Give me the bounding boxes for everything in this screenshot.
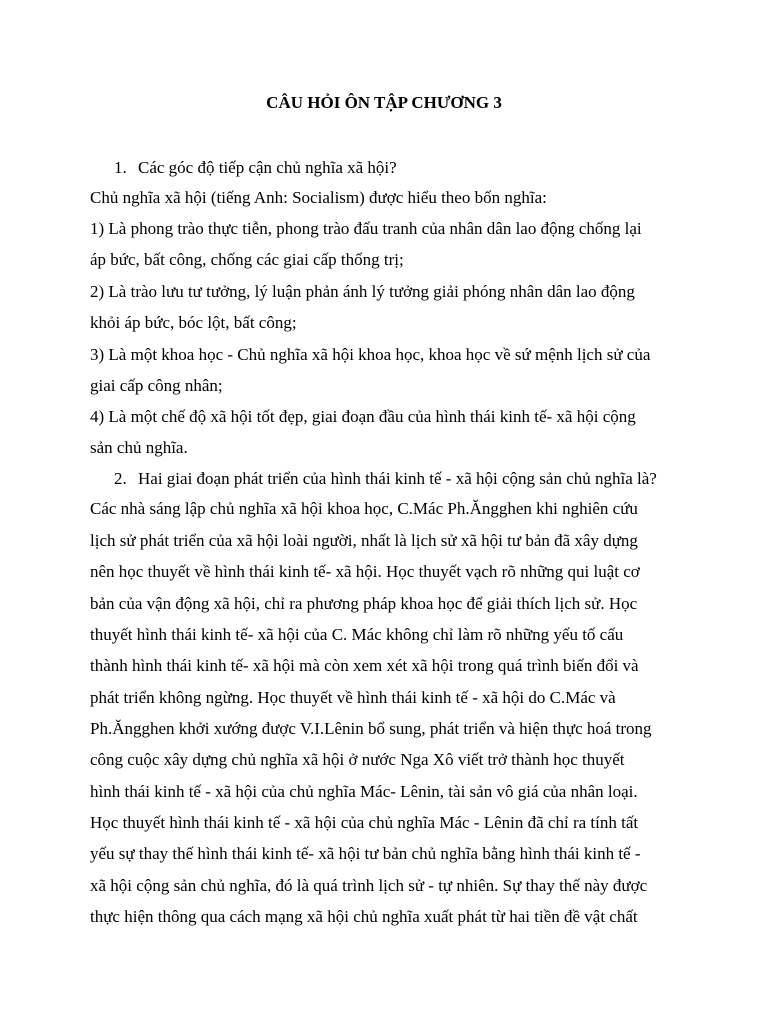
paragraph-line: bản của vận động xã hội, chỉ ra phương pháp khoa học để giải thích lịch sử. Học <box>90 594 638 613</box>
question-number: 1. <box>114 158 127 177</box>
paragraph-line: 2) Là trào lưu tư tưởng, lý luận phản ánh lý tưởng giải phóng nhân dân lao động <box>90 282 635 301</box>
paragraph-line: thuyết hình thái kinh tế- xã hội của C. Mác không chỉ làm rõ những yếu tố cấu <box>90 625 624 644</box>
paragraph-line: thực hiện thông qua cách mạng xã hội chủ nghĩa xuất phát từ hai tiền đề vật chất <box>90 907 638 926</box>
paragraph-line: phát triển không ngừng. Học thuyết về hình thái kinh tế - xã hội do C.Mác và <box>90 688 616 707</box>
paragraph-line: 3) Là một khoa học - Chủ nghĩa xã hội khoa học, khoa học về sứ mệnh lịch sử của <box>90 345 651 364</box>
paragraph-line: khỏi áp bức, bóc lột, bất công; <box>90 313 297 332</box>
paragraph-line: 1) Là phong trào thực tiễn, phong trào đấu tranh của nhân dân lao động chống lại <box>90 219 642 238</box>
document-title: CÂU HỎI ÔN TẬP CHƯƠNG 3 <box>266 93 502 112</box>
paragraph-line: thành hình thái kinh tế- xã hội mà còn xem xét xã hội trong quá trình biến đổi và <box>90 656 639 675</box>
paragraph-line: 4) Là một chế độ xã hội tốt đẹp, giai đoạn đầu của hình thái kinh tế- xã hội cộng <box>90 407 636 426</box>
paragraph-line: hình thái kinh tế - xã hội của chủ nghĩa Mác- Lênin, tài sản vô giá của nhân loại. <box>90 782 638 801</box>
paragraph-line: áp bức, bất công, chống các giai cấp thống trị; <box>90 250 404 269</box>
paragraph-line: Học thuyết hình thái kinh tế - xã hội của chủ nghĩa Mác - Lênin đã chỉ ra tính tất <box>90 813 639 832</box>
paragraph-line: sản chủ nghĩa. <box>90 438 188 457</box>
question-number: 2. <box>114 469 127 488</box>
paragraph-line: giai cấp công nhân; <box>90 376 223 395</box>
paragraph-line: lịch sử phát triển của xã hội loài người, nhất là lịch sử xã hội tư bản đã xây dựng <box>90 531 638 550</box>
question-text: Các góc độ tiếp cận chủ nghĩa xã hội? <box>138 158 397 177</box>
question-text: Hai giai đoạn phát triển của hình thái kinh tế - xã hội cộng sản chủ nghĩa là? <box>138 469 657 488</box>
paragraph-line: Chủ nghĩa xã hội (tiếng Anh: Socialism) được hiểu theo bốn nghĩa: <box>90 188 547 207</box>
paragraph-line: nên học thuyết về hình thái kinh tế- xã hội. Học thuyết vạch rõ những qui luật cơ <box>90 562 640 581</box>
question-1 <box>114 156 397 180</box>
paragraph-line: Các nhà sáng lập chủ nghĩa xã hội khoa học, C.Mác Ph.Ăngghen khi nghiên cứu <box>90 499 638 518</box>
paragraph-line: công cuộc xây dựng chủ nghĩa xã hội ở nước Nga Xô viết trở thành học thuyết <box>90 750 625 769</box>
paragraph-line: yếu sự thay thế hình thái kinh tế- xã hội tư bản chủ nghĩa bằng hình thái kinh tế - <box>90 844 641 863</box>
question-2 <box>114 467 657 491</box>
paragraph-line: Ph.Ăngghen khởi xướng được V.I.Lênin bổ sung, phát triển và hiện thực hoá trong <box>90 719 652 738</box>
paragraph-line: xã hội cộng sản chủ nghĩa, đó là quá trình lịch sử - tự nhiên. Sự thay thế này được <box>90 876 648 895</box>
